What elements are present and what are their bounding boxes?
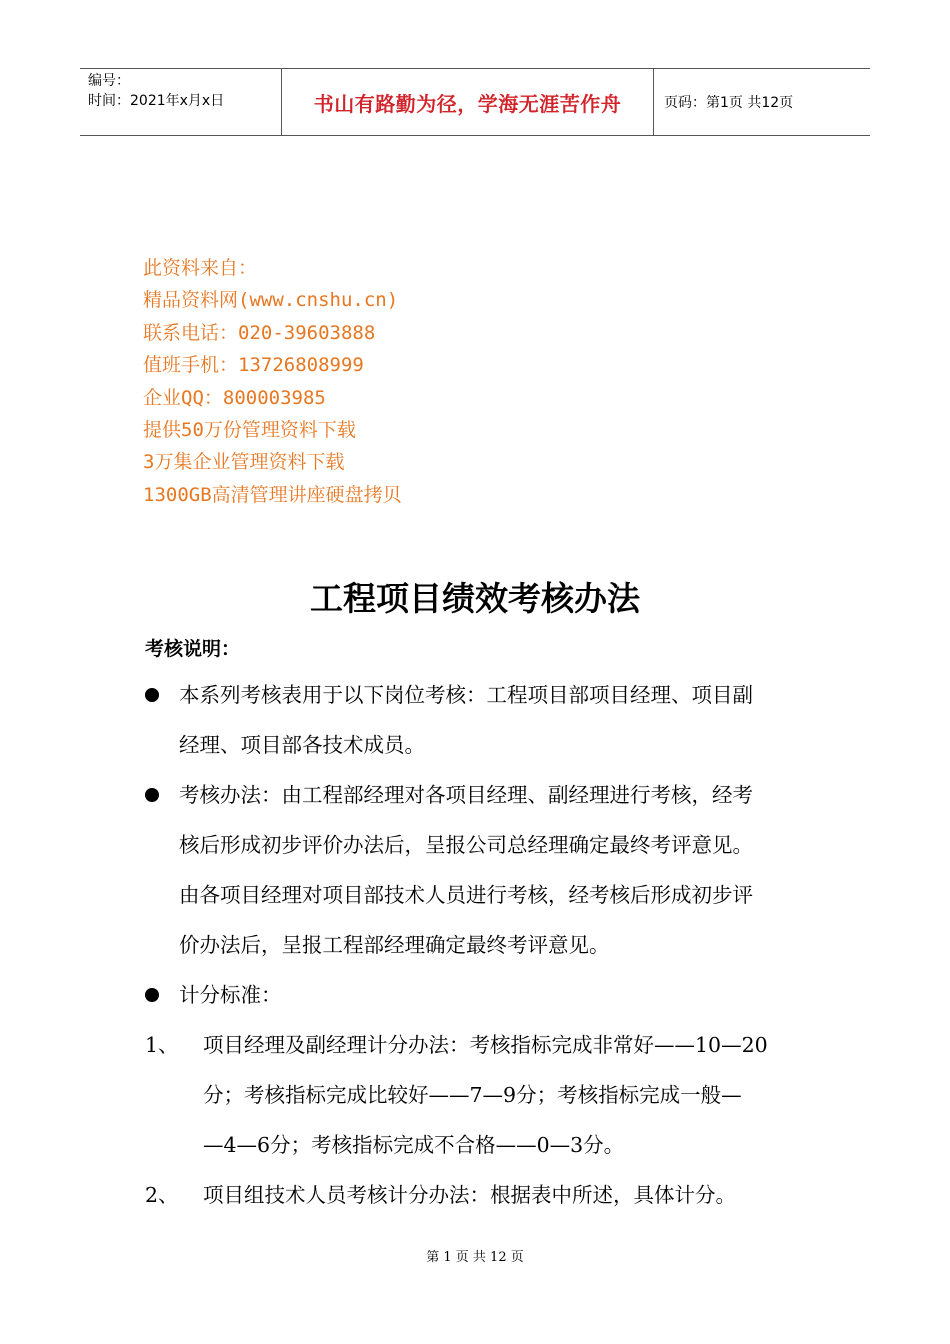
- source-line: 此资料来自：: [143, 257, 258, 279]
- document-title: 工程项目绩效考核办法: [310, 579, 640, 618]
- paragraph-line: 由各项目经理对项目部技术人员进行考核，经考核后形成初步评: [179, 883, 753, 907]
- paragraph-line: 分；考核指标完成比较好——7—9分；考核指标完成一般—: [203, 1083, 742, 1107]
- bullet-dot-icon: [145, 988, 159, 1002]
- source-line: 提供50万份管理资料下载: [143, 419, 356, 442]
- item-number: 1、: [145, 1033, 179, 1057]
- source-line: 精品资料网(www.cnshu.cn): [143, 289, 399, 312]
- bullet-dot-icon: [145, 788, 159, 802]
- number-label: 编号：: [88, 73, 130, 89]
- header-motto: 书山有路勤为径，学海无涯苦作舟: [282, 69, 654, 135]
- date-line: 时间：2021年x月x日: [88, 93, 225, 109]
- numbered-item: [145, 1170, 736, 1220]
- page-footer: 第 1 页 共 12 页: [426, 1250, 524, 1265]
- source-info-block: [143, 252, 402, 511]
- paragraph-line: 项目经理及副经理计分办法：考核指标完成非常好——10—20: [203, 1033, 768, 1057]
- paragraph-line: —4—6分；考核指标完成不合格——0—3分。: [203, 1133, 625, 1157]
- numbered-item: [145, 1020, 768, 1170]
- item-number: 2、: [145, 1183, 179, 1207]
- source-line: 联系电话：020-39603888: [143, 321, 376, 344]
- paragraph-line: 经理、项目部各技术成员。: [179, 733, 425, 757]
- paragraph-line: 价办法后，呈报工程部经理确定最终考评意见。: [179, 933, 610, 957]
- paragraph-line: 考核办法：由工程部经理对各项目经理、副经理进行考核，经考: [179, 783, 753, 807]
- paragraph-line: 本系列考核表用于以下岗位考核：工程项目部项目经理、项目副: [179, 683, 753, 707]
- paragraph-line: 计分标准：: [179, 983, 282, 1007]
- source-line: 1300GB高清管理讲座硬盘拷贝: [143, 483, 402, 506]
- bullet-item: [145, 670, 753, 770]
- header-page-info: 页码：第1页 共12页: [664, 95, 794, 111]
- bullet-item: [145, 970, 282, 1020]
- paragraph-line: 项目组技术人员考核计分办法：根据表中所述，具体计分。: [203, 1183, 736, 1207]
- header-meta: [80, 69, 282, 135]
- source-line: 3万集企业管理资料下载: [143, 451, 345, 474]
- source-line: 企业QQ：800003985: [143, 386, 326, 409]
- paragraph-line: 核后形成初步评价办法后，呈报公司总经理确定最终考评意见。: [179, 833, 753, 857]
- bullet-item: [145, 770, 753, 970]
- document-header: [80, 68, 870, 136]
- bullet-dot-icon: [145, 688, 159, 702]
- section-label: 考核说明：: [145, 638, 241, 660]
- source-line: 值班手机：13726808999: [143, 354, 364, 377]
